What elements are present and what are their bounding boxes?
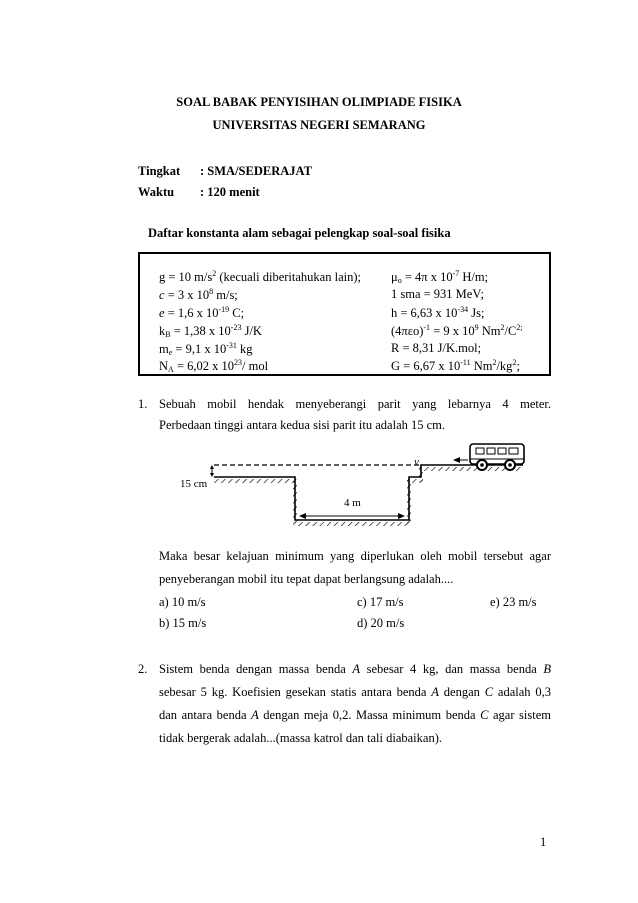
q1-line2: Perbedaan tinggi antara kedua sisi parit itu adalah 15 cm. (159, 418, 446, 432)
const-h: h = 6,63 x $10^{-34}$ Js; (391, 305, 485, 320)
ground-hatch (214, 467, 523, 526)
const-g: g = 10 $m/s^2$ (kecuali diberitahukan lain); (159, 269, 361, 284)
velocity-label: v (414, 456, 419, 468)
doc-title: SOAL BABAK PENYISIHAN OLIMPIADE FISIKA (176, 95, 462, 109)
tingkat-label: Tingkat (138, 164, 181, 178)
constants-box (138, 252, 551, 376)
const-kb: $k_B = 1,38$ x $10^{-23}$ J/K (159, 323, 262, 339)
q1-option-e: e) 23 m/s (490, 595, 537, 609)
q2-line3: dan antara benda A dengan meja 0,2. Massa minimum benda C agar sistem (159, 708, 551, 722)
ditch-diagram (170, 442, 542, 534)
q1-option-b: b) 15 m/s (159, 616, 207, 630)
q2-line4: tidak bergerak adalah...(massa katrol dan tali diabaikan). (159, 731, 442, 745)
const-sma: 1 sma = 931 MeV; (391, 287, 484, 301)
q2-line2: sebesar 5 kg. Koefisien gesekan statis antara benda A dengan C adalah 0,3 (159, 685, 551, 699)
q1-line4: penyeberangan mobil itu tepat dapat berlangsung adalah.... (159, 572, 454, 586)
q2-line1: Sistem benda dengan massa benda A sebesar 4 kg, dan massa benda B (159, 662, 551, 676)
const-c: c = 3 x $10^8$ m/s; (159, 287, 238, 302)
bus-icon (470, 444, 524, 470)
const-r: R = 8,31 J/K.mol; (391, 341, 482, 355)
page-number: 1 (540, 835, 547, 849)
ground-surface (214, 465, 523, 520)
waktu-label: Waktu (138, 185, 175, 199)
tingkat-value: : SMA/SEDERAJAT (200, 164, 312, 178)
height-label: 15 cm (180, 478, 208, 490)
q1-option-c: c) 17 m/s (357, 595, 404, 609)
doc-subtitle: UNIVERSITAS NEGERI SEMARANG (212, 118, 426, 132)
width-label: 4 m (344, 497, 361, 509)
q1-line1: Sebuah mobil hendak menyeberangi parit yang lebarnya 4 meter. (159, 397, 551, 411)
const-na: $N_A = 6,02$ x $10^{23}/$ mol (159, 358, 269, 374)
const-G: G = 6,67 x $10^{-11}$ $Nm^2/kg^2$; (391, 358, 520, 373)
q1-number: 1. (138, 397, 148, 411)
q1-line3: Maka besar kelajuan minimum yang diperlukan oleh mobil tersebut agar (159, 549, 551, 563)
const-k: $(4\pi\varepsilon o)^{-1} = 9$ x $10^9$ $Nm^2/C^{2;}$ (391, 323, 523, 338)
q2-number: 2. (138, 662, 148, 676)
const-e: e = 1,6 x $10^{-19}$ C; (159, 305, 245, 320)
constants-title: Daftar konstanta alam sebagai pelengkap soal-soal fisika (148, 226, 451, 240)
q1-option-a: a) 10 m/s (159, 595, 206, 609)
q1-option-d: d) 20 m/s (357, 616, 405, 630)
waktu-value: : 120 menit (200, 185, 260, 199)
const-mu: $\mu_o = 4\pi$ x $10^{-7}$ H/m; (391, 269, 489, 285)
const-me: $m_e = 9,1$ x $10^{-31}$ kg (159, 341, 253, 357)
